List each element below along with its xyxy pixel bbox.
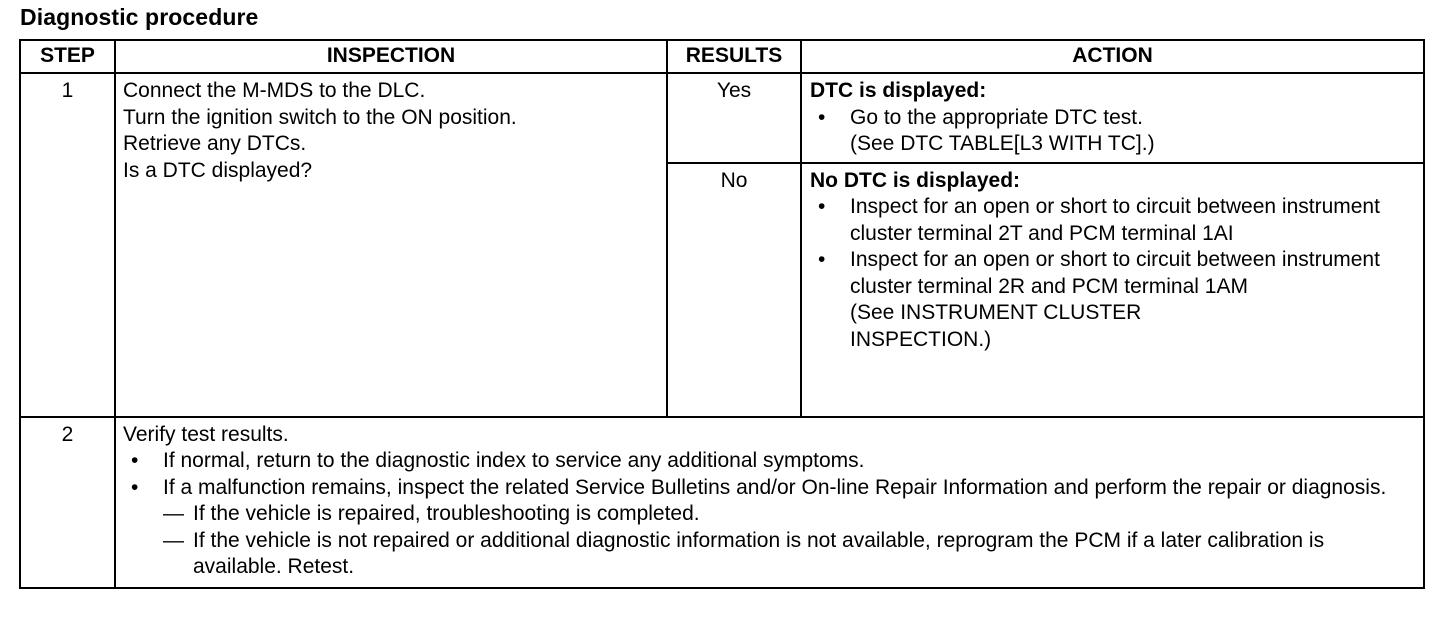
bullet-icon: • — [818, 195, 826, 218]
bullet-icon: • — [131, 449, 139, 472]
bullet-text: Inspect for an open or short to circuit between instrument cluster terminal 2R and PCM terminal 1AM — [850, 248, 1380, 298]
dash-icon: — — [163, 528, 184, 552]
action-bullet — [810, 247, 1417, 300]
step1-inspection — [115, 73, 667, 417]
verify-intro: Verify test results. — [123, 422, 289, 446]
diagnostic-procedure-table — [19, 39, 1425, 589]
bullet-text: Inspect for an open or short to circuit between instrument cluster terminal 2T and PCM terminal 1AI — [850, 195, 1380, 245]
header-inspection: INSPECTION — [115, 40, 667, 73]
bullet-icon: • — [818, 248, 826, 271]
header-row — [20, 40, 1424, 73]
action-heading: No DTC is displayed: — [810, 168, 1021, 192]
dash-icon: — — [163, 502, 184, 525]
action-bullet — [810, 194, 1417, 247]
step1-yes-row — [20, 73, 1424, 163]
inspection-line: Turn the ignition switch to the ON position. — [123, 105, 517, 129]
see-reference: (See DTC TABLE[L3 WITH TC].) — [850, 132, 1155, 155]
header-results: RESULTS — [667, 40, 801, 73]
step2-inspection — [115, 417, 1424, 588]
header-step: STEP — [20, 40, 115, 73]
bullet-text: Go to the appropriate DTC test. — [850, 105, 1143, 129]
header-action: ACTION — [801, 40, 1424, 73]
verify-dash-item — [123, 528, 1417, 581]
action-bullet — [810, 105, 1417, 132]
see-reference: INSPECTION.) — [850, 327, 992, 351]
bullet-text: If normal, return to the diagnostic index to service any additional symptoms. — [163, 449, 865, 472]
see-reference: (See INSTRUMENT CLUSTER — [850, 301, 1142, 324]
verify-dash-item — [123, 501, 1417, 528]
step-number-1: 1 — [20, 73, 115, 417]
inspection-line: Retrieve any DTCs. — [123, 132, 307, 155]
step2-row — [20, 417, 1424, 588]
result-yes: Yes — [667, 73, 801, 163]
action-no — [801, 163, 1424, 417]
inspection-line: Is a DTC displayed? — [123, 158, 313, 182]
bullet-text: If a malfunction remains, inspect the related Service Bulletins and/or On-line Repair Information and perform the repair or diagnosis. — [163, 475, 1387, 499]
action-yes — [801, 73, 1424, 163]
bullet-icon: • — [818, 105, 826, 129]
dash-text: If the vehicle is not repaired or additional diagnostic information is not available, reprogram the PCM if a later calibration is available. Retest. — [193, 528, 1325, 578]
verify-bullet — [123, 475, 1417, 502]
page-title: Diagnostic procedure — [20, 4, 259, 30]
inspection-line: Connect the M-MDS to the DLC. — [123, 79, 426, 102]
verify-bullet — [123, 448, 1417, 475]
action-heading: DTC is displayed: — [810, 79, 987, 102]
result-no: No — [667, 163, 801, 417]
dash-text: If the vehicle is repaired, troubleshooting is completed. — [193, 502, 700, 525]
bullet-icon: • — [131, 475, 139, 499]
step-number-2: 2 — [20, 417, 115, 588]
